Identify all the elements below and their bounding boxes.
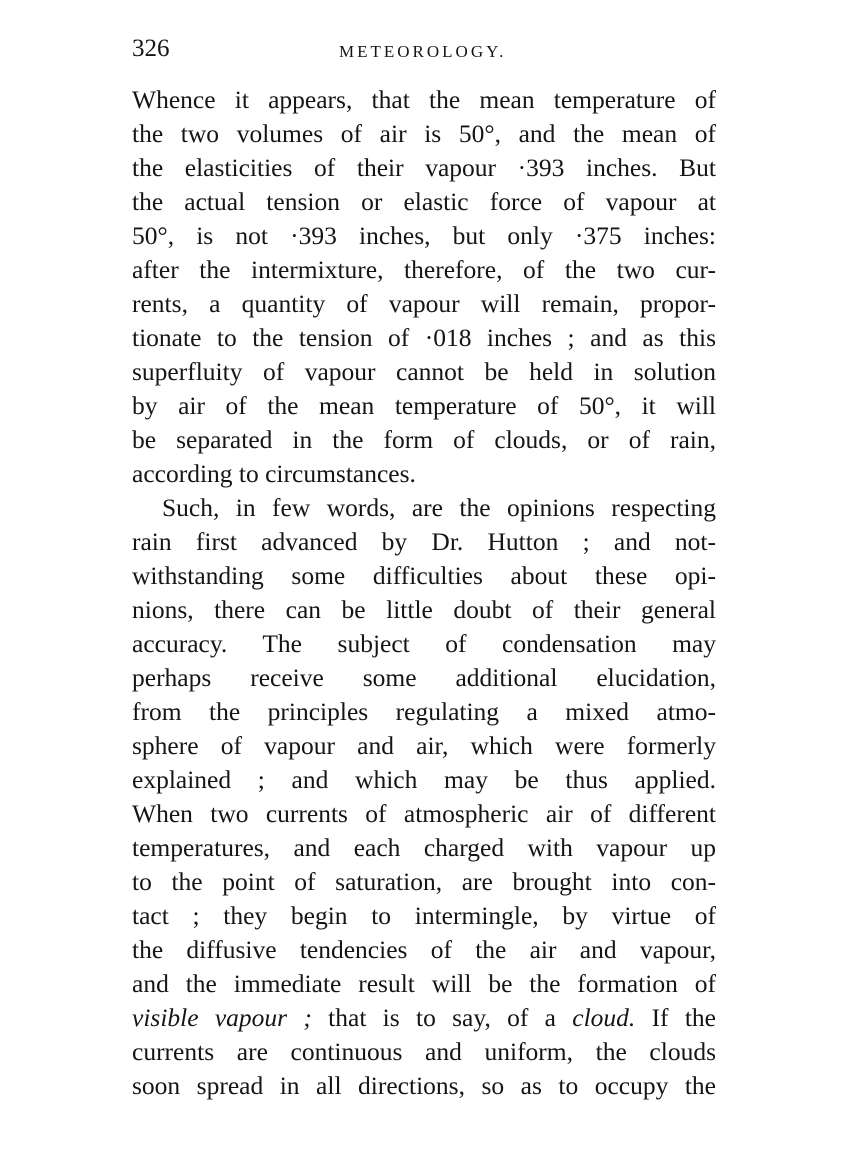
paragraph-end-line: according to circumstances.	[132, 459, 416, 488]
text-segment: that is to say, of a	[311, 1003, 573, 1032]
paragraph-start-line: Such, in few words, are the opinions respecting	[162, 493, 716, 522]
text-line: the two volumes of air is 50°, and the mean of	[132, 119, 716, 148]
text-line: after the intermixture, therefore, of the two cur-	[132, 255, 716, 284]
text-segment: If the	[635, 1003, 716, 1032]
text-line: by air of the mean temperature of 50°, it will	[132, 391, 716, 420]
text-line: from the principles regulating a mixed atmo-	[132, 697, 716, 726]
text-line: tact ; they begin to intermingle, by virtue of	[132, 901, 716, 930]
page-number: 326	[132, 35, 170, 62]
running-title: METEOROLOGY.	[339, 42, 507, 61]
text-line: soon spread in all directions, so as to occupy the	[132, 1071, 716, 1100]
text-line: to the point of saturation, are brought into con-	[132, 867, 716, 896]
text-line: the actual tension or elastic force of vapour at	[132, 187, 716, 216]
text-line: and the immediate result will be the formation of	[132, 969, 716, 998]
text-line: Whence it appears, that the mean temperature of	[132, 85, 716, 114]
text-line: be separated in the form of clouds, or of rain,	[132, 425, 716, 454]
text-line: accuracy. The subject of condensation may	[132, 629, 716, 658]
text-line: currents are continuous and uniform, the clouds	[132, 1037, 716, 1066]
text-line: superfluity of vapour cannot be held in solution	[132, 357, 716, 386]
text-line: When two currents of atmospheric air of different	[132, 799, 716, 828]
text-line: sphere of vapour and air, which were formerly	[132, 731, 716, 760]
body-text	[132, 83, 716, 1103]
text-line: rents, a quantity of vapour will remain, propor-	[132, 289, 716, 318]
text-line: rain first advanced by Dr. Hutton ; and not-	[132, 527, 716, 556]
text-line: the diffusive tendencies of the air and vapour,	[132, 935, 716, 964]
text-line: perhaps receive some additional elucidation,	[132, 663, 716, 692]
text-line: withstanding some difficulties about these opi-	[132, 561, 716, 590]
text-line: the elasticities of their vapour ·393 inches. But	[132, 153, 716, 182]
italic-word: cloud.	[572, 1003, 636, 1032]
text-line: tionate to the tension of ·018 inches ; and as this	[132, 323, 716, 352]
text-line: temperatures, and each charged with vapour up	[132, 833, 716, 862]
text-line-with-italics	[132, 1001, 716, 1035]
text-line: 50°, is not ·393 inches, but only ·375 inches:	[132, 221, 716, 250]
italic-phrase: visible vapour ;	[132, 1003, 312, 1032]
text-line: nions, there can be little doubt of their general	[132, 595, 716, 624]
text-line: explained ; and which may be thus applied.	[132, 765, 716, 794]
